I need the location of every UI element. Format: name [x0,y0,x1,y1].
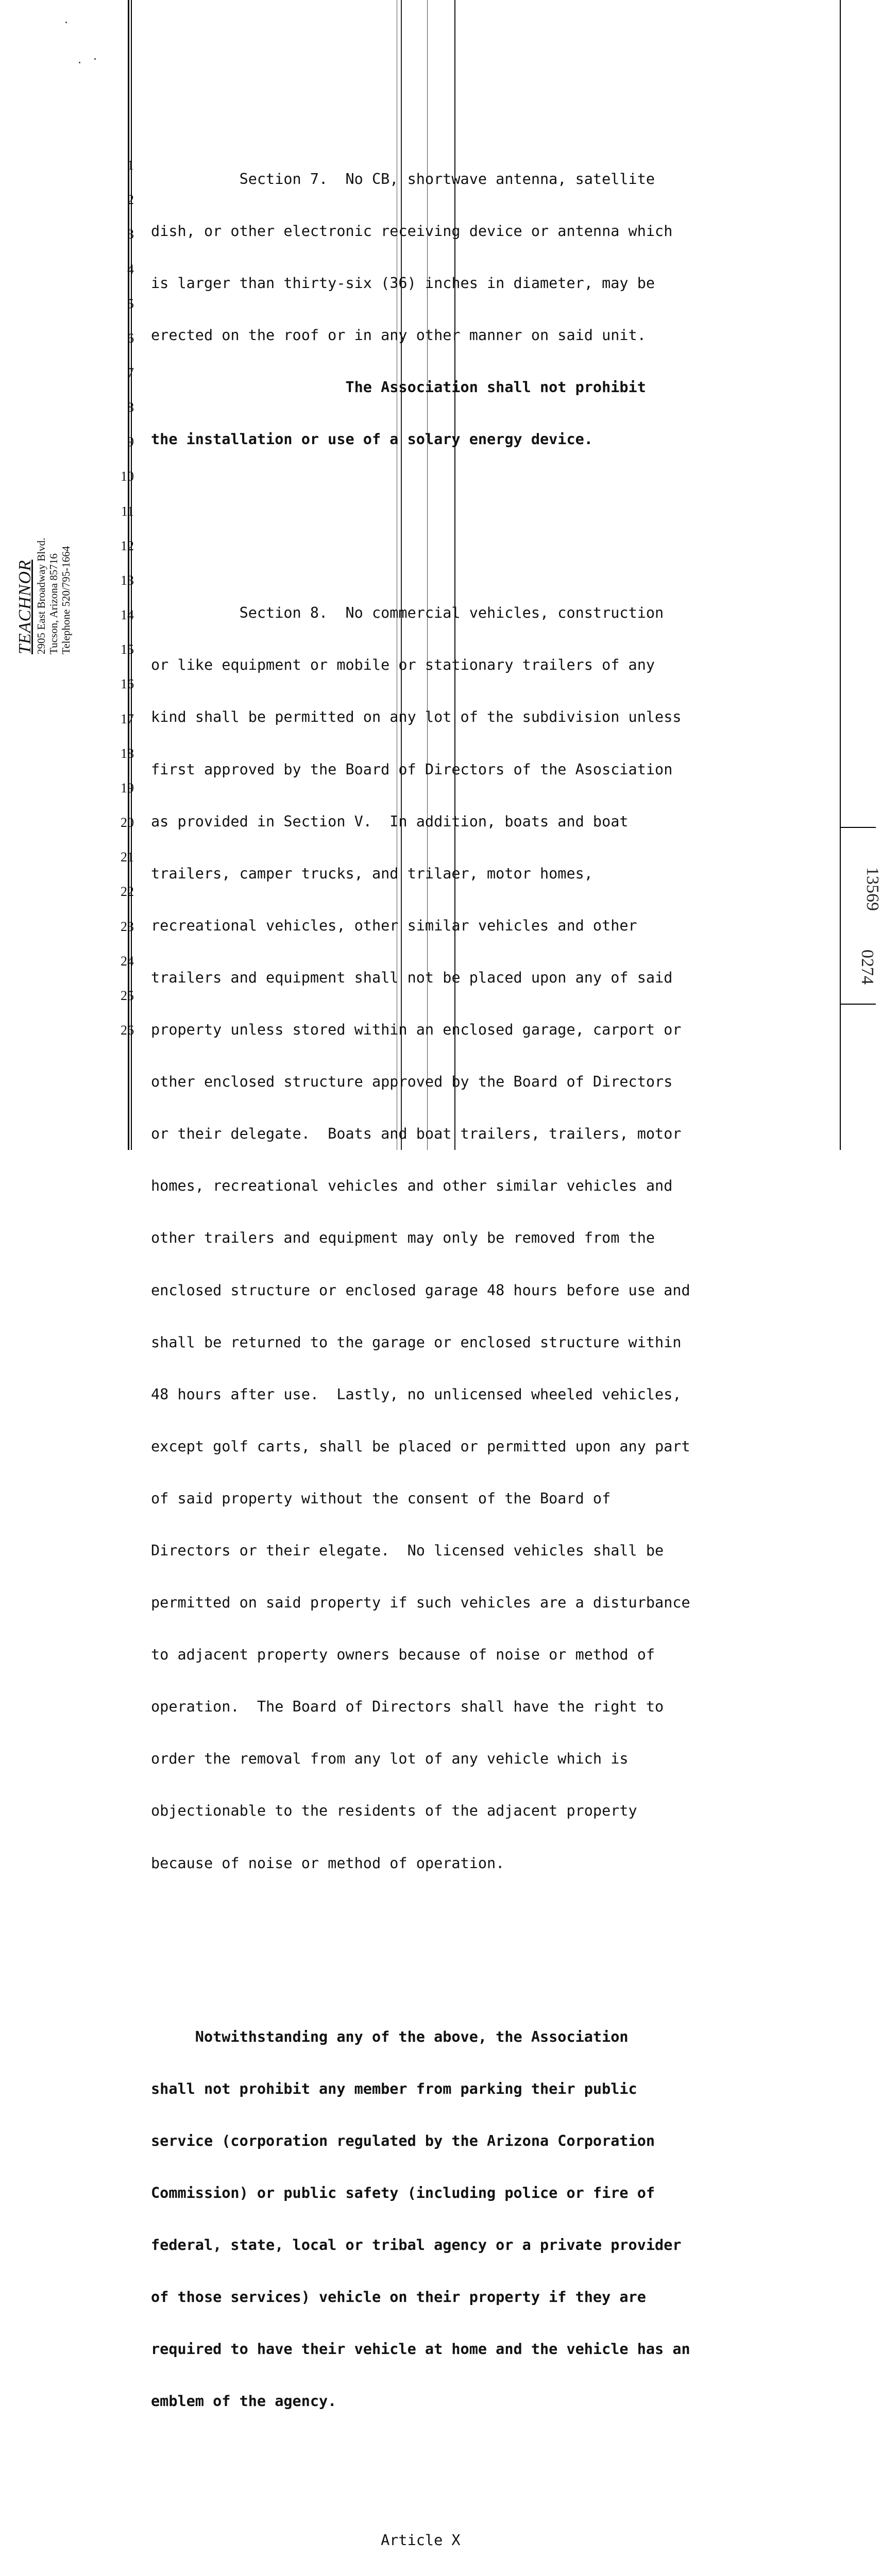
line-number: 8 [127,400,134,415]
text-line-bold: federal, state, local or tribal agency or a private provider [151,2236,682,2253]
firm-telephone: Telephone 520/795-1664 [60,546,72,654]
notwithstanding-paragraph [151,1993,795,2445]
section-8 [151,570,795,1907]
line-number: 2 [127,192,134,207]
line-number: 23 [121,919,134,934]
text-line: property unless stored within an enclosed garage, carport or [151,1021,682,1039]
line-number: 12 [121,538,134,553]
text-line: except golf carts, shall be placed or permitted upon any part [151,1437,690,1455]
line-number: 4 [127,262,134,277]
line-number: 7 [127,365,134,380]
line-number: 1 [127,158,134,173]
text-line: objectionable to the residents of the adjacent property [151,1802,637,1820]
right-margin-rule [840,0,841,1150]
text-line-bold: The Association shall not prohibit [151,379,646,396]
text-line: order the removal from any lot of any vehicle which is [151,1750,629,1768]
line-number: 10 [121,469,134,484]
scan-speck [65,22,67,23]
scan-speck [94,58,96,60]
line-number: 22 [121,884,134,899]
recording-book: 13569 [863,867,882,911]
line-number: 9 [127,434,134,449]
text-line: is larger than thirty-six (36) inches in diameter, may be [151,275,655,292]
text-line: kind shall be permitted on any lot of the subdivision unless [151,708,682,726]
line-number: 3 [127,227,134,242]
text-line: shall be returned to the garage or enclosed structure within [151,1333,682,1351]
firm-letterhead [15,345,72,654]
text-line: as provided in Section V. In addition, boats and boat [151,812,629,830]
text-line: operation. The Board of Directors shall have the right to [151,1698,664,1716]
text-line-bold: service (corporation regulated by the Arizona Corporation [151,2132,655,2149]
line-number: 14 [121,607,134,622]
line-number: 17 [121,711,134,726]
text-line: of said property without the consent of the Board of [151,1489,611,1507]
line-number: 25 [121,988,134,1003]
recording-page: 0274 [858,950,877,985]
text-line: other enclosed structure approved by the Board of Directors [151,1073,673,1091]
text-line: Section 8. No commercial vehicles, construction [151,604,664,622]
line-number: 20 [121,815,134,830]
line-number: 11 [121,504,134,519]
article-title: Article X [151,2531,461,2549]
line-number: 13 [121,573,134,588]
text-line: to adjacent property owners because of noise or method of [151,1646,655,1664]
recording-stamp [844,827,882,985]
document-body [151,101,795,2576]
line-number: 19 [121,781,134,795]
text-line: other trailers and equipment may only be removed from the [151,1229,655,1247]
text-line: recreational vehicles, other similar vehicles and other [151,917,637,934]
text-line: or their delegate. Boats and boat trailers, trailers, motor [151,1125,682,1143]
text-line: Section 7. No CB, shortwave antenna, satellite [151,170,655,188]
text-line: enclosed structure or enclosed garage 48 hours before use and [151,1281,690,1299]
text-line: permitted on said property if such vehicles are a disturbance [151,1594,690,1612]
stamp-rule-bottom [841,1004,876,1005]
line-number: 24 [121,954,134,969]
line-number: 16 [121,676,134,691]
text-line-bold: emblem of the agency. [151,2393,337,2410]
line-number: 26 [121,1023,134,1038]
firm-address-line1: 2905 East Broadway Blvd. [35,537,47,654]
text-line: 48 hours after use. Lastly, no unlicensed wheeled vehicles, [151,1385,682,1403]
text-line: first approved by the Board of Directors of the Asosciation [151,760,673,778]
text-line-bold: shall not prohibit any member from parking their public [151,2080,637,2097]
text-line: trailers, camper trucks, and trilaer, motor homes, [151,865,593,882]
text-line-bold: Notwithstanding any of the above, the Association [151,2028,629,2045]
text-line-bold: required to have their vehicle at home and the vehicle has an [151,2341,690,2358]
line-number: 21 [121,850,134,865]
text-line-bold: Commission) or public safety (including police or fire of [151,2184,655,2201]
text-line: because of noise or method of operation. [151,1854,505,1872]
text-line: homes, recreational vehicles and other similar vehicles and [151,1177,673,1195]
text-line-bold: of those services) vehicle on their property if they are [151,2289,646,2306]
line-number: 18 [121,746,134,761]
section-7 [151,135,795,483]
text-line: or like equipment or mobile or stationary trailers of any [151,656,655,674]
firm-address-line2: Tucson, Arizona 85716 [47,553,60,654]
line-number: 5 [127,296,134,311]
scan-speck [79,62,80,63]
text-line-bold: the installation or use of a solary energy device. [151,431,593,448]
line-number: 6 [127,331,134,346]
firm-name: TEACHNOR [15,560,35,654]
text-line: Directors or their elegate. No licensed vehicles shall be [151,1541,664,1559]
text-line: erected on the roof or in any other manner on said unit. [151,327,646,344]
text-line: trailers and equipment shall not be placed upon any of said [151,969,673,986]
text-line: dish, or other electronic receiving device or antenna which [151,222,673,240]
line-number: 15 [121,642,134,657]
